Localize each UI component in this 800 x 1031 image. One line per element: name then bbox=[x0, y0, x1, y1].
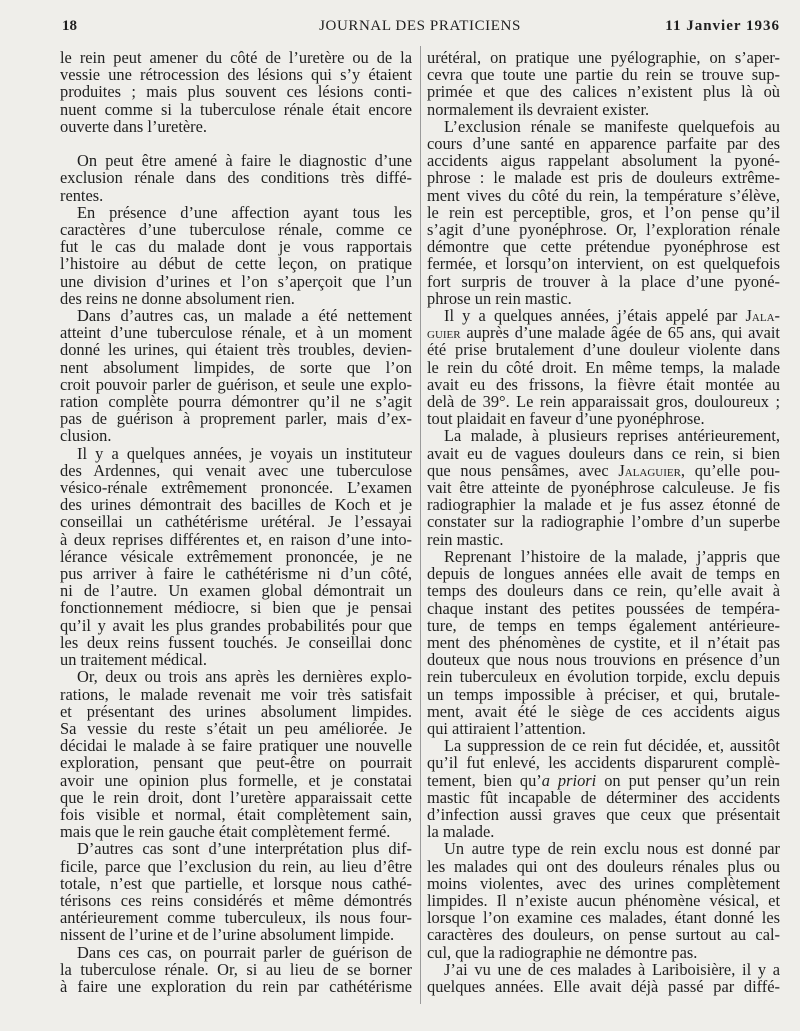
text-line: produites ; mais plus souvent ces lésions conti- bbox=[60, 82, 412, 102]
text-line: fut le cas du malade dont je vous rapportais bbox=[60, 237, 412, 257]
text-line: le rein est perceptible, gros, et l’on pense qu’il bbox=[427, 202, 780, 222]
text-line: primée et que des calices n’existent plus là où bbox=[427, 82, 780, 102]
text-line: nent absolument limpides, de sorte que l’on bbox=[60, 357, 412, 377]
paragraph bbox=[427, 840, 780, 960]
text-line: Dans d’autres cas, un malade a été nettement bbox=[77, 306, 412, 326]
text-line: avait eu des frissons, la fièvre était montée au bbox=[427, 374, 780, 394]
person-name: guier bbox=[427, 323, 461, 343]
text-line: fois visible et normal, était complètement sain, bbox=[60, 804, 412, 824]
paragraph bbox=[60, 152, 412, 204]
text-line: mastic fût incapable de déterminer des accidents bbox=[427, 787, 780, 807]
text-line bbox=[427, 462, 780, 479]
text-line: donné les urines, qui étaient très troubles, devien- bbox=[60, 340, 412, 360]
text-line: le rein peut amener du côté de l’uretère ou de la bbox=[60, 48, 412, 67]
text-line bbox=[427, 772, 780, 789]
text-line: démontre que cette prétendue pyonéphrose est bbox=[427, 237, 780, 257]
paragraph bbox=[60, 204, 412, 307]
text-line bbox=[427, 307, 780, 324]
text-line: conseillai un cathétérisme urétéral. Je l’essayai bbox=[60, 512, 412, 532]
text-line: urétéral, on pratique une pyélographie, on s’aper- bbox=[427, 48, 780, 67]
column-left bbox=[60, 49, 412, 995]
text-line: D’autres cas sont d’une interprétation plus dif- bbox=[77, 839, 412, 859]
text-line: et présentant des urines absolument limpides. bbox=[60, 701, 412, 721]
text-line: décidai le malade à se faire pratiquer une nouvelle bbox=[60, 736, 412, 756]
paragraph bbox=[60, 944, 412, 996]
text-line: lérance vésicale extrêmement prononcée, je ne bbox=[60, 546, 412, 566]
text-line: limpides. Il n’existe aucun phénomène vésical, et bbox=[427, 890, 780, 910]
text-line: à faire une exploration du rein par cathétérisme bbox=[60, 976, 412, 996]
text-line: delà de 39°. Le rein apparaissait gros, douloureux ; bbox=[427, 392, 780, 412]
text-line: temps des douleurs dans ce rein, qu’elle avait à bbox=[427, 581, 780, 601]
text-line: un traitement médical. bbox=[60, 650, 208, 670]
text-line: La malade, à plusieurs reprises antérieurement, bbox=[444, 426, 780, 446]
text-line: croit pouvoir parler de guérison, et seule une explo- bbox=[60, 374, 412, 394]
column-divider bbox=[420, 46, 421, 1004]
text-line: nissent de l’urine et de l’urine absolument limpide. bbox=[60, 925, 395, 945]
text-line: En présence d’une affection ayant tous les bbox=[77, 202, 412, 222]
text-line: des reins ne donne absolument rien. bbox=[60, 288, 295, 308]
person-name: Jalaguier bbox=[618, 460, 681, 480]
text-line: vait être atteinte de pyonéphrose calculeuse. Je fis bbox=[427, 478, 780, 498]
text-line: Reprenant l’histoire de la malade, j’appris que bbox=[444, 546, 780, 566]
text-line: mais que le rein gauche était complètement fermé. bbox=[60, 822, 391, 842]
text-line: normalement ils devraient exister. bbox=[427, 99, 650, 119]
text-line: s’agit d’une pyonéphrose. Or, l’exploration rénale bbox=[427, 220, 780, 240]
text-line: chaque instant des petites poussées de tempéra- bbox=[427, 598, 780, 618]
text-line: phrose : le malade est pris de douleurs extrême- bbox=[427, 168, 780, 188]
text-line: pas de guérison à proprement parler, mais d’ex- bbox=[60, 409, 412, 429]
text-line: totale, n’est que partielle, et lorsque nous cathé- bbox=[60, 873, 412, 893]
text-line: rentes. bbox=[60, 185, 104, 205]
text-line: qui attiraient l’attention. bbox=[427, 718, 586, 738]
paragraph bbox=[60, 445, 412, 669]
text-line: ture, de temps en temps également antérieure- bbox=[427, 615, 780, 635]
text-run: tement, bien qu’ bbox=[427, 770, 542, 790]
paragraph bbox=[60, 840, 412, 943]
text-line: térisons ces reins considérés et même démontrés bbox=[60, 890, 412, 910]
text-line: d’infection aussi graves que ceux que présentait bbox=[427, 804, 780, 824]
paragraph bbox=[427, 737, 780, 840]
person-name: Jala- bbox=[745, 306, 780, 326]
text-line: phrose un rein mastic. bbox=[427, 288, 572, 308]
text-line: antérieurement comme tuberculeux, ils nous four- bbox=[60, 908, 412, 928]
text-line: une division d’urines et l’on s’aperçoit que l’un bbox=[60, 271, 412, 291]
text-line: la malade. bbox=[427, 822, 495, 842]
text-line: les malades qui ont des douleurs rénales plus ou bbox=[427, 856, 780, 876]
text-line: L’exclusion rénale se manifeste quelquefois au bbox=[444, 116, 780, 136]
text-line: rein tuberculeux en évolution torpide, exclu depuis bbox=[427, 667, 780, 687]
text-line: ouverte dans l’uretère. bbox=[60, 116, 207, 136]
text-line: ment des phénomènes de cystite, et il n’était pas bbox=[427, 632, 780, 652]
text-line: Dans ces cas, on pourrait parler de guérison de bbox=[77, 942, 412, 962]
text-run: que nous pensâmes, avec bbox=[427, 460, 619, 480]
text-line: tout plaidait en faveur d’une pyonéphrose. bbox=[427, 409, 705, 429]
text-run: , qu’elle pou- bbox=[680, 460, 780, 480]
text-line: l’histoire au début de cette leçon, on pratique bbox=[60, 254, 412, 274]
text-line: caractères d’une tuberculose rénale, comme ce bbox=[60, 220, 412, 240]
text-line: exploration, pensant que peut-être on pourrait bbox=[60, 753, 412, 773]
text-line: On peut être amené à faire le diagnostic d’une bbox=[77, 151, 412, 171]
paragraph bbox=[427, 118, 780, 307]
text-line: des Ardennes, qui venait avec une tuberculose bbox=[60, 460, 412, 480]
text-line: cul, que la radiographie ne démontre pas. bbox=[427, 942, 698, 962]
text-run: on put penser qu’un rein bbox=[596, 770, 780, 790]
paragraph bbox=[60, 49, 412, 135]
text-line: La suppression de ce rein fut décidée, et, aussitôt bbox=[444, 736, 780, 756]
text-line: un temps impossible à préciser, et qui, brutale- bbox=[427, 684, 780, 704]
text-line: ficile, parce que l’exclusion du rein, au lieu d’être bbox=[60, 856, 412, 876]
paragraph bbox=[427, 548, 780, 737]
text-line: radiographier la malade et je fus assez étonné de bbox=[427, 495, 780, 515]
text-line: nuent comme si la tuberculose rénale était encore bbox=[60, 99, 412, 119]
text-line: fort surpris de trouver à la place d’une pyoné- bbox=[427, 271, 780, 291]
text-line: moins violentes, avec des urines complètement bbox=[427, 873, 780, 893]
text-line: fermée, et lorsqu’on intervient, on est quelquefois bbox=[427, 254, 780, 274]
text-line: avait eu de vagues douleurs dans ce rein, si bien bbox=[427, 443, 780, 463]
text-line: cevra que toute une partie du rein se trouve sup- bbox=[427, 65, 780, 85]
text-line: vésico-rénale extrêmement prononcée. L’examen bbox=[60, 478, 412, 498]
text-line: accidents aigus rappelant absolument la pyoné- bbox=[427, 151, 780, 171]
text-line: ration complète pourra démontrer qu’il ne s’agit bbox=[60, 392, 412, 412]
paragraph bbox=[60, 307, 412, 445]
text-line: clusion. bbox=[60, 426, 112, 446]
text-line: qu’il fut enlevé, les accidents disparurent complè- bbox=[427, 753, 780, 773]
text-line: exclusion rénale dans des conditions très diffé- bbox=[60, 168, 412, 188]
text-line: qu’il y avait les plus grandes probabilités pour que bbox=[60, 615, 412, 635]
text-line bbox=[427, 324, 780, 341]
text-line: J’ai vu une de ces malades à Lariboisière, il y a bbox=[444, 959, 780, 979]
text-line: les deux reins fussent touchés. Je conseillai donc bbox=[60, 632, 412, 652]
text-line: été prise brutalement d’une douleur violente dans bbox=[427, 340, 780, 360]
journal-title: JOURNAL DES PRATICIENS bbox=[319, 18, 521, 34]
text-line: pus arriver à faire le cathétérisme ni d’un côté, bbox=[60, 564, 412, 584]
text-line: ment vives du côté du rein, la température s’élève, bbox=[427, 185, 780, 205]
text-line: ni de l’autre. Un examen global démontrait un bbox=[60, 581, 412, 601]
paragraph bbox=[427, 49, 780, 118]
text-line: Sa vessie du reste s’était un peu améliorée. Je bbox=[60, 718, 412, 738]
italic-term: a priori bbox=[541, 770, 597, 790]
text-line: quelques années. Elle avait déjà passé par diffé- bbox=[427, 976, 780, 996]
paragraph bbox=[427, 427, 780, 547]
text-line: ment, avait été le siège de ces accidents aigus bbox=[427, 701, 780, 721]
text-line: Or, deux ou trois ans après les dernières explo- bbox=[77, 667, 412, 687]
text-line: atteint d’une tuberculose rénale, et à un moment bbox=[60, 323, 412, 343]
text-line: la tuberculose rénale. Or, si au lieu de se borner bbox=[60, 959, 412, 979]
text-line: vessie une rétrocession des lésions qui s’y étaient bbox=[60, 65, 412, 85]
text-line: constater sur la radiographie l’ombre d’un superbe bbox=[427, 512, 780, 532]
paragraph bbox=[60, 668, 412, 840]
text-line: cours d’une santé en apparence parfaite par des bbox=[427, 134, 780, 154]
text-line: des urines démontrait des bacilles de Koch et je bbox=[60, 495, 412, 515]
text-line: avoir une opinion plus formelle, et je constatai bbox=[60, 770, 412, 790]
page-number: 18 bbox=[62, 18, 77, 34]
text-line: fonctionnement médiocre, si bien que je pensai bbox=[60, 598, 412, 618]
text-line: rations, le malade revenait me voir très satisfait bbox=[60, 684, 412, 704]
text-line: caractères des douleurs, on pense surtout au cal- bbox=[427, 925, 780, 945]
text-line: à deux reprises différentes et, en raison d’une into- bbox=[60, 529, 412, 549]
text-line: depuis de longues années elle avait de temps en bbox=[427, 564, 780, 584]
text-line: lorsque l’on examine ces malades, étant donné les bbox=[427, 908, 780, 928]
text-line: Un autre type de rein exclu nous est donné par bbox=[444, 839, 780, 859]
text-line: rein mastic. bbox=[427, 529, 504, 549]
text-run: Il y a quelques années, j’étais appelé par bbox=[444, 306, 746, 326]
paragraph bbox=[427, 961, 780, 995]
paragraph bbox=[427, 307, 780, 427]
text-run: auprès d’une malade âgée de 65 ans, qui avait bbox=[460, 323, 780, 343]
text-line: Il y a quelques années, je voyais un instituteur bbox=[77, 443, 412, 463]
issue-date: 11 Janvier 1936 bbox=[665, 18, 780, 34]
text-line: le rein du côté droit. En même temps, la malade bbox=[427, 357, 780, 377]
column-right bbox=[427, 49, 780, 995]
text-line: que le rein droit, dont l’uretère apparaissait cette bbox=[60, 787, 412, 807]
text-line: douteux que nous nous trouvions en présence d’un bbox=[427, 650, 780, 670]
